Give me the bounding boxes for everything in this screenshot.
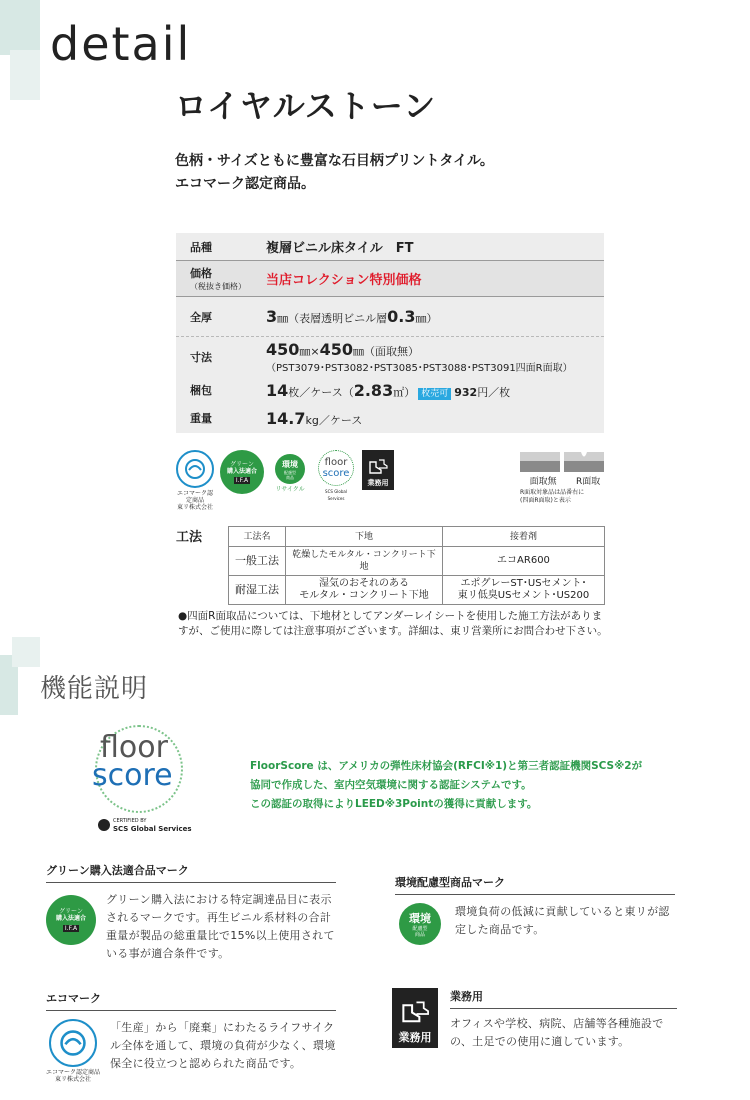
floorscore-logo-top: floor: [100, 730, 168, 765]
spec-label: 品種: [190, 240, 212, 254]
green-purchase-icon: [220, 450, 264, 494]
method-base: 乾燥したモルタル・コンクリート下地: [286, 547, 443, 576]
thickness-num2: 0.3: [387, 307, 416, 326]
deco-square: [12, 637, 40, 667]
ecomark-icon: [176, 450, 214, 511]
method-base: 湿気のおそれのある モルタル・コンクリート下地: [286, 576, 443, 605]
green-icon-bottom: I.F.A: [235, 476, 249, 484]
pack-unit: ㎡）: [393, 385, 416, 399]
catch-copy: [175, 150, 494, 196]
pack-num: 14: [266, 380, 289, 400]
spec-row-thickness: [176, 297, 604, 337]
method-adhesive: エコAR600: [443, 547, 605, 576]
floorscore-description: [250, 757, 680, 814]
green-icon-mid: 購入法適合: [226, 467, 257, 475]
method-name: 一般工法: [229, 547, 286, 576]
weight-num: 14.7: [266, 408, 306, 428]
floorscore-icon: [316, 450, 356, 502]
spec-label: 全厚: [190, 310, 212, 324]
certification-icons: [176, 450, 394, 511]
green-logo-top: グリーン: [59, 908, 83, 915]
spec-row-weight: [176, 403, 604, 433]
method-note: ●四面R面取品については、下地材としてアンダーレイシートを使用した施工方法がありますが、ご使用に際しては注意事項がございます。詳細は、東リ営業所にお問合わせ下さい。: [178, 610, 608, 637]
floorscore-logo: [80, 720, 200, 815]
spec-row-price: [176, 261, 604, 297]
floorscore-icon-cert: SCS Global Services: [325, 489, 347, 501]
table-row: [229, 547, 605, 576]
method-name: 耐湿工法: [229, 576, 286, 605]
green-icon-top: グリーン: [230, 460, 254, 468]
business-title: 業務用: [450, 988, 677, 1009]
size-num: 450: [266, 340, 300, 359]
table-row: [229, 576, 605, 605]
spec-row-pack: [176, 377, 604, 403]
table-header: 工法名: [229, 527, 286, 547]
green-logo-bottom: I.F.A: [64, 925, 78, 932]
shoe-icon: [399, 999, 431, 1029]
ecomark-caption: エコマーク認定商品 東リ株式会社: [176, 490, 213, 511]
single-sale-badge: 枚売可: [418, 388, 451, 400]
round-edge-diagram: [564, 452, 604, 472]
green-mark-body: グリーン購入法における特定調達品目に表示されるマークです。再生ビニル系材料の合計重量が製品の総重量比で15%以上使用されている事が適合条件です。: [106, 893, 335, 960]
env-icon-bottom: リサイクル: [275, 486, 305, 493]
spec-label: [176, 261, 266, 296]
scs-icon: [98, 819, 110, 831]
price-sub: （税抜き価格）: [190, 282, 246, 291]
table-header: 下地: [286, 527, 443, 547]
desc-line: 協同で作成した、室内空気環境に関する認証システムです。: [250, 779, 532, 791]
green-mark-title: グリーン購入法適合品マーク: [46, 862, 336, 883]
business-icon-label: 業務用: [367, 479, 389, 487]
table-header-row: [229, 527, 605, 547]
pack-price-unit: 円／枚: [477, 385, 511, 399]
section-heading-detail: detail: [50, 17, 192, 71]
ecomark-logo-caption: エコマーク認定商品 東リ株式会社: [46, 1069, 101, 1083]
size-unit: ㎜（面取無）: [353, 345, 420, 358]
thickness-unit: ㎜（表層透明ビニル層: [277, 312, 388, 325]
edge-diagram: [520, 452, 610, 505]
square-edge-diagram: [520, 452, 560, 472]
pack-price: 932: [454, 385, 478, 399]
spec-kind-value: 複層ビニル床タイル FT: [266, 241, 414, 256]
scs-text: SCS Global Services: [113, 825, 192, 833]
scs-cert: [98, 817, 192, 833]
green-logo-mid: 購入法適合: [55, 915, 86, 922]
price-value: 当店コレクション特別価格: [266, 273, 422, 288]
certified-by: CERTIFIED BY: [113, 818, 147, 824]
ecomark-body: 「生産」から「廃棄」にわたるライフサイクル全体を通して、環境の負荷が少なく、環境保全に役立つと認められた商品です。: [110, 1021, 336, 1070]
spec-row-size: [176, 337, 604, 377]
business-body: オフィスや学校、病院、店舗等各種施設での、土足での使用に適しています。: [450, 1017, 664, 1048]
desc-line: この認証の取得によりLEED※3Pointの獲得に貢献します。: [250, 798, 538, 810]
green-purchase-icon: [46, 895, 96, 945]
spec-table: [176, 233, 604, 433]
method-heading: 工法: [176, 530, 203, 545]
edge-label: R面取: [576, 477, 601, 487]
pack-area: 2.83: [353, 380, 394, 400]
product-name: ロイヤルストーン: [175, 87, 437, 125]
env-friendly-icon: [399, 903, 441, 945]
weight-unit: kg／ケース: [305, 413, 363, 427]
catch-line: 色柄・サイズともに豊富な石目柄プリントタイル。: [175, 153, 494, 169]
env-logo-text: 環境: [409, 912, 431, 925]
env-icon-sub: 配慮型 商品: [284, 469, 296, 480]
size-num: 450: [319, 340, 354, 359]
size-sub: （PST3079･PST3082･PST3085･PST3088･PST3091四面R面取）: [266, 363, 573, 374]
business-section: [392, 988, 677, 1051]
thickness-num: 3: [266, 307, 278, 326]
floorscore-logo-bottom: score: [92, 758, 173, 793]
spec-label: 梱包: [190, 384, 212, 397]
spec-label: 重量: [190, 412, 212, 425]
green-mark-section: [46, 862, 336, 963]
shoe-icon: [367, 458, 389, 478]
spec-row-kind: [176, 233, 604, 261]
deco-square: [10, 50, 40, 100]
ecomark-icon: [46, 1019, 100, 1083]
section-heading-function: 機能説明: [40, 674, 149, 704]
env-mark-body: 環境負荷の低減に貢献していると東リが認定した商品です。: [455, 905, 670, 936]
price-label: 価格: [190, 267, 212, 280]
deco-square: [0, 0, 40, 55]
edge-note: R面取対象品は品番右に (四面R面取)と表示: [520, 489, 585, 504]
business-use-icon: [392, 988, 438, 1048]
env-mark-title: 環境配慮型商品マーク: [395, 874, 675, 895]
env-mark-section: [395, 874, 675, 945]
env-friendly-icon: [270, 450, 310, 493]
spec-label: 寸法: [190, 351, 212, 364]
ecomark-title: エコマーク: [46, 990, 336, 1011]
floorscore-icon-top: floor: [324, 457, 348, 468]
business-logo-label: 業務用: [398, 1031, 432, 1044]
edge-label: 面取無: [529, 477, 557, 487]
env-icon-text: 環境: [282, 459, 298, 469]
desc-line: FloorScore は、アメリカの弾性床材協会(RFCI※1)と第三者認証機関SCS※2が: [250, 760, 643, 772]
thickness-unit2: ㎜）: [415, 312, 438, 325]
method-table: [228, 526, 605, 605]
floorscore-icon-bottom: score: [322, 468, 350, 479]
size-mid: ㎜×: [299, 345, 320, 358]
pack-text: 枚／ケース（: [288, 385, 354, 399]
business-use-icon: [362, 450, 394, 490]
method-adhesive: エポグレーST･USセメント･ 東リ低臭USセメント･US200: [443, 576, 605, 605]
env-logo-sub: 配慮型 商品: [412, 926, 428, 938]
ecomark-section: [46, 990, 336, 1083]
catch-line: エコマーク認定商品。: [175, 176, 315, 192]
table-header: 接着剤: [443, 527, 605, 547]
